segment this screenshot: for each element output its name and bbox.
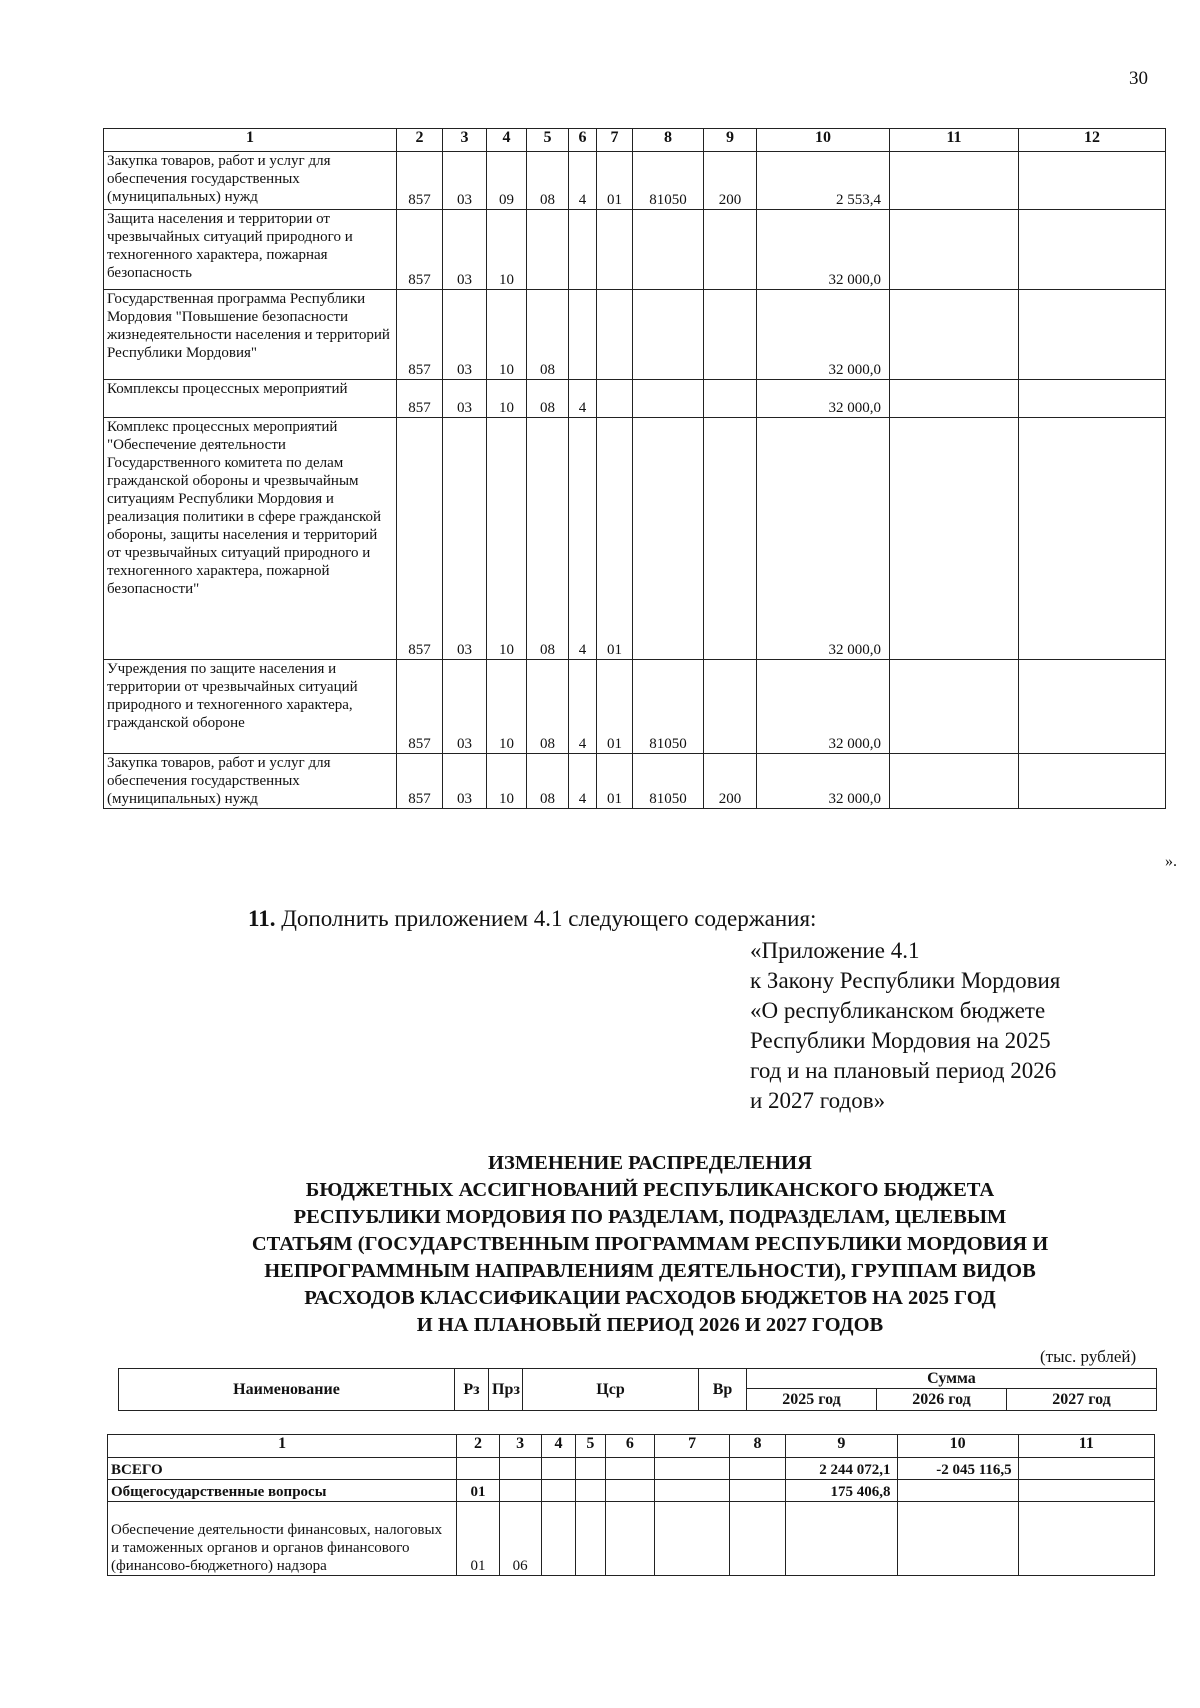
- header-year-2027: 2027 год: [1007, 1389, 1157, 1411]
- cell-prog: [527, 210, 569, 290]
- cell-sum-2026: [890, 152, 1019, 210]
- header-year-2026: 2026 год: [877, 1389, 1007, 1411]
- col-header: 12: [1019, 129, 1166, 152]
- appendix-line: Республики Мордовия на 2025: [750, 1028, 1051, 1053]
- cell-sum-2025: 32 000,0: [757, 290, 890, 380]
- cell-prz: [499, 1480, 541, 1502]
- cell-sum-2025: 2 244 072,1: [786, 1458, 897, 1480]
- cell-rz: 03: [443, 210, 487, 290]
- cell-vr: [729, 1480, 785, 1502]
- cell-vr: [704, 418, 757, 660]
- col-header: 2: [397, 129, 443, 152]
- table-row: [108, 1480, 1155, 1502]
- cell-complex: 01: [597, 418, 633, 660]
- paragraph-text: Дополнить приложением 4.1 следующего содержания:: [281, 906, 817, 931]
- header-sum: Сумма: [747, 1369, 1157, 1389]
- cell-sum-2025: 32 000,0: [757, 660, 890, 754]
- cell-sum-2025: 32 000,0: [757, 210, 890, 290]
- cell-prz: [499, 1458, 541, 1480]
- row-name: Закупка товаров, работ и услуг для обеспечения государственных (муниципальных) нужд: [104, 754, 397, 809]
- cell-sum-2026: [890, 660, 1019, 754]
- col-header: 7: [597, 129, 633, 152]
- cell-csr-3: [605, 1502, 655, 1576]
- row-name: Комплексы процессных мероприятий: [104, 380, 397, 418]
- appendix-caption: [750, 936, 1130, 1116]
- cell-rz: 03: [443, 418, 487, 660]
- col-header: 11: [890, 129, 1019, 152]
- title-line: НЕПРОГРАММНЫМ НАПРАВЛЕНИЯМ ДЕЯТЕЛЬНОСТИ), ГРУППАМ ВИДОВ: [264, 1260, 1036, 1282]
- cell-sum-2027: [1019, 290, 1166, 380]
- cell-prog: 08: [527, 152, 569, 210]
- cell-vr: 200: [704, 152, 757, 210]
- title-line: ИЗМЕНЕНИЕ РАСПРЕДЕЛЕНИЯ: [488, 1152, 812, 1174]
- cell-sum-2025: 32 000,0: [757, 418, 890, 660]
- cell-complex: 01: [597, 660, 633, 754]
- cell-prog: 08: [527, 418, 569, 660]
- table-row: [104, 380, 1166, 418]
- title-line: СТАТЬЯМ (ГОСУДАРСТВЕННЫМ ПРОГРАММАМ РЕСПУБЛИКИ МОРДОВИЯ И: [251, 1233, 1049, 1255]
- cell-sum-2027: [1019, 418, 1166, 660]
- cell-rz: 01: [457, 1480, 499, 1502]
- cell-sum-2025: 32 000,0: [757, 754, 890, 809]
- cell-csr-2: [576, 1458, 605, 1480]
- cell-rz: 03: [443, 660, 487, 754]
- table-header-row: [108, 1435, 1155, 1458]
- cell-vr: [729, 1458, 785, 1480]
- cell-sum-2026: [890, 290, 1019, 380]
- cell-sum-2027: [1019, 754, 1166, 809]
- col-header: 6: [605, 1435, 655, 1458]
- cell-type: 4: [569, 660, 597, 754]
- appendix-line: к Закону Республики Мордовия: [750, 968, 1061, 993]
- appendix-line: и 2027 годов»: [750, 1088, 886, 1113]
- cell-rz: 03: [443, 754, 487, 809]
- cell-vr: [704, 380, 757, 418]
- cell-sum-2027: [1018, 1502, 1154, 1576]
- col-header: 8: [633, 129, 704, 152]
- cell-csr-1: [541, 1502, 576, 1576]
- cell-sum-2027: [1018, 1458, 1154, 1480]
- distribution-table: [107, 1434, 1155, 1576]
- cell-type: [569, 210, 597, 290]
- table-row: [104, 290, 1166, 380]
- cell-complex: [597, 290, 633, 380]
- cell-complex: 01: [597, 754, 633, 809]
- cell-type: 4: [569, 418, 597, 660]
- col-header: 1: [108, 1435, 457, 1458]
- row-name: Государственная программа Республики Мордовия "Повышение безопасности жизнедеятельности населения и территорий Республики Мордовия": [104, 290, 397, 380]
- cell-prog: 08: [527, 660, 569, 754]
- cell-sum-2027: [1019, 660, 1166, 754]
- cell-ved: 857: [397, 418, 443, 660]
- cell-sum-2027: [1019, 210, 1166, 290]
- title-line: БЮДЖЕТНЫХ АССИГНОВАНИЙ РЕСПУБЛИКАНСКОГО БЮДЖЕТА: [305, 1179, 995, 1201]
- cell-sum-2026: [890, 754, 1019, 809]
- row-name: Общегосударственные вопросы: [108, 1480, 457, 1502]
- cell-csr-2: [576, 1480, 605, 1502]
- cell-rz: 03: [443, 152, 487, 210]
- header-year-2025: 2025 год: [747, 1389, 877, 1411]
- page-number: 30: [1129, 68, 1148, 89]
- header-rz: Рз: [455, 1369, 489, 1411]
- cell-type: 4: [569, 380, 597, 418]
- distribution-table-header: [118, 1368, 1157, 1411]
- row-name: Защита населения и территории от чрезвычайных ситуаций природного и техногенного характера, пожарная безопасность: [104, 210, 397, 290]
- row-name: ВСЕГО: [108, 1458, 457, 1480]
- cell-direction: [633, 210, 704, 290]
- cell-sum-2026: [897, 1502, 1018, 1576]
- cell-sum-2026: -2 045 116,5: [897, 1458, 1018, 1480]
- cell-prz: 10: [487, 210, 527, 290]
- cell-type: 4: [569, 152, 597, 210]
- header-prz: Прз: [489, 1369, 523, 1411]
- col-header: 3: [499, 1435, 541, 1458]
- cell-prz: 09: [487, 152, 527, 210]
- amendment-paragraph: [248, 906, 816, 932]
- cell-direction: 81050: [633, 660, 704, 754]
- cell-ved: 857: [397, 754, 443, 809]
- cell-type: 4: [569, 754, 597, 809]
- col-header: 7: [655, 1435, 730, 1458]
- cell-direction: 81050: [633, 152, 704, 210]
- cell-prog: 08: [527, 754, 569, 809]
- row-name: Комплекс процессных мероприятий "Обеспечение деятельности Государственного комитета по делам гражданской обороны и чрезвычайным ситуациям Республики Мордовия и реализация политики в сфере гражданской обороны, защиты населения и территорий от чрезвычайных ситуаций природного и техногенного характера, пожарной безопасности": [104, 418, 397, 660]
- table-row: [108, 1502, 1155, 1576]
- col-header: 3: [443, 129, 487, 152]
- appendix-line: год и на плановый период 2026: [750, 1058, 1057, 1083]
- col-header: 1: [104, 129, 397, 152]
- cell-sum-2025: [786, 1502, 897, 1576]
- header-vr: Вр: [699, 1369, 747, 1411]
- cell-vr: 200: [704, 754, 757, 809]
- header-name: Наименование: [119, 1369, 455, 1411]
- cell-ved: 857: [397, 660, 443, 754]
- col-header: 5: [576, 1435, 605, 1458]
- col-header: 11: [1018, 1435, 1154, 1458]
- cell-ved: 857: [397, 380, 443, 418]
- cell-csr-2: [576, 1502, 605, 1576]
- col-header: 4: [541, 1435, 576, 1458]
- cell-complex: [597, 380, 633, 418]
- document-title: [150, 1150, 1150, 1339]
- units-label: (тыс. рублей): [1040, 1347, 1137, 1366]
- cell-type: [569, 290, 597, 380]
- title-line: РАСХОДОВ КЛАССИФИКАЦИИ РАСХОДОВ БЮДЖЕТОВ НА 2025 ГОД: [304, 1287, 996, 1309]
- cell-sum-2027: [1018, 1480, 1154, 1502]
- cell-direction: [633, 290, 704, 380]
- cell-prz: 06: [499, 1502, 541, 1576]
- cell-direction: 81050: [633, 754, 704, 809]
- cell-rz: 01: [457, 1502, 499, 1576]
- cell-complex: 01: [597, 152, 633, 210]
- row-name: Обеспечение деятельности финансовых, налоговых и таможенных органов и органов финансового (финансово-бюджетного) надзора: [108, 1502, 457, 1576]
- cell-sum-2027: [1019, 380, 1166, 418]
- cell-vr: [704, 290, 757, 380]
- col-header: 2: [457, 1435, 499, 1458]
- cell-complex: [597, 210, 633, 290]
- cell-sum-2025: 32 000,0: [757, 380, 890, 418]
- cell-sum-2025: 2 553,4: [757, 152, 890, 210]
- cell-csr-4: [655, 1502, 730, 1576]
- col-header: 6: [569, 129, 597, 152]
- header-csr: Цср: [523, 1369, 699, 1411]
- col-header: 8: [729, 1435, 785, 1458]
- cell-prz: 10: [487, 290, 527, 380]
- row-name: Учреждения по защите населения и территории от чрезвычайных ситуаций природного и техногенного характера, гражданской обороне: [104, 660, 397, 754]
- table-header-row: [104, 129, 1166, 152]
- cell-csr-4: [655, 1458, 730, 1480]
- cell-ved: 857: [397, 152, 443, 210]
- cell-csr-1: [541, 1458, 576, 1480]
- cell-vr: [704, 660, 757, 754]
- title-line: И НА ПЛАНОВЫЙ ПЕРИОД 2026 И 2027 ГОДОВ: [416, 1314, 884, 1336]
- cell-rz: 03: [443, 290, 487, 380]
- table-row: [108, 1458, 1155, 1480]
- cell-sum-2027: [1019, 152, 1166, 210]
- table-row: [104, 210, 1166, 290]
- expenditure-table-continued: [103, 128, 1166, 809]
- closing-quote: ».: [1165, 853, 1177, 870]
- cell-ved: 857: [397, 210, 443, 290]
- col-header: 10: [757, 129, 890, 152]
- cell-rz: [457, 1458, 499, 1480]
- cell-prz: 10: [487, 660, 527, 754]
- cell-direction: [633, 380, 704, 418]
- cell-prog: 08: [527, 380, 569, 418]
- cell-prz: 10: [487, 380, 527, 418]
- table-row: [104, 418, 1166, 660]
- cell-sum-2026: [890, 380, 1019, 418]
- cell-csr-1: [541, 1480, 576, 1502]
- col-header: 9: [704, 129, 757, 152]
- cell-prz: 10: [487, 754, 527, 809]
- cell-csr-3: [605, 1480, 655, 1502]
- appendix-line: «О республиканском бюджете: [750, 998, 1046, 1023]
- col-header: 4: [487, 129, 527, 152]
- cell-vr: [729, 1502, 785, 1576]
- cell-rz: 03: [443, 380, 487, 418]
- table-row: [104, 152, 1166, 210]
- col-header: 9: [786, 1435, 897, 1458]
- col-header: 5: [527, 129, 569, 152]
- row-name: Закупка товаров, работ и услуг для обеспечения государственных (муниципальных) нужд: [104, 152, 397, 210]
- cell-sum-2026: [897, 1480, 1018, 1502]
- cell-csr-3: [605, 1458, 655, 1480]
- cell-vr: [704, 210, 757, 290]
- cell-sum-2025: 175 406,8: [786, 1480, 897, 1502]
- col-header: 10: [897, 1435, 1018, 1458]
- paragraph-number: 11.: [248, 906, 276, 931]
- cell-sum-2026: [890, 210, 1019, 290]
- table-row: [104, 660, 1166, 754]
- cell-sum-2026: [890, 418, 1019, 660]
- appendix-line: «Приложение 4.1: [750, 938, 920, 963]
- cell-ved: 857: [397, 290, 443, 380]
- cell-prz: 10: [487, 418, 527, 660]
- cell-direction: [633, 418, 704, 660]
- cell-prog: 08: [527, 290, 569, 380]
- cell-csr-4: [655, 1480, 730, 1502]
- table-row: [104, 754, 1166, 809]
- title-line: РЕСПУБЛИКИ МОРДОВИЯ ПО РАЗДЕЛАМ, ПОДРАЗДЕЛАМ, ЦЕЛЕВЫМ: [293, 1206, 1007, 1228]
